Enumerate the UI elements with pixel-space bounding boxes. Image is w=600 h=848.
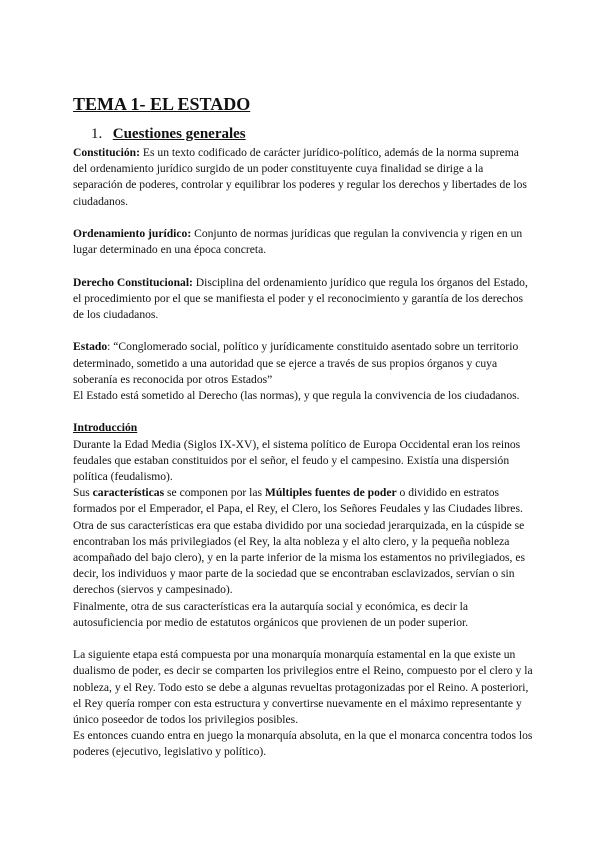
bold-run: Múltiples fuentes de poder (264, 486, 397, 500)
intro-paragraph-3: Finalmente, otra de sus características era la autarquía social y económica, es decir la autosuficiencia por medio de estatutos orgánicos que provienen de un poder superior. (73, 599, 469, 629)
bold-run: características (92, 486, 165, 500)
definition-term: Constitución: (73, 146, 140, 159)
definition-term: Estado (73, 340, 108, 354)
intro-heading (73, 420, 533, 436)
intro-paragraph-2 (73, 485, 533, 598)
definition-derecho-constitucional (73, 275, 533, 324)
definition-estado (73, 339, 533, 388)
text-run: o dividido en estratos formados por el Emperador, el Papa, el Rey, el Clero, los Señores Feudales y las Ciudades libres. Otra de sus características era que estaba dividido por una sociedad jerarquizada, en la cúspide se encontraban los más privilegiados (el Rey, la alta nobleza y el alto clero, y la pequeña nobleza acompañado del bajo clero), y en la parte inferior de la misma los estamentos no privilegiados, es decir, los individuos y maor parte de la sociedad que se encontraban esclavizados, servían o sin derechos (siervos y campesinado). (73, 486, 526, 597)
intro-heading-text: Introducción (73, 421, 138, 435)
text-run: se componen por las (164, 486, 265, 500)
definition-constitucion (73, 145, 533, 210)
definition-text: Conjunto de normas jurídicas que regulan la convivencia y rigen en un lugar determinado en una época concreta. (73, 227, 523, 257)
document-page (73, 94, 533, 761)
text-run: Sus (73, 486, 93, 500)
estado-note: El Estado está sometido al Derecho (las normas), y que regula la convivencia de los ciudadanos. (73, 389, 520, 402)
definition-ordenamiento (73, 226, 533, 258)
section-number: 1. (91, 126, 103, 142)
section-label: Cuestiones generales (112, 126, 246, 142)
intro-paragraph-4: La siguiente etapa está compuesta por una monarquía monarquía estamental en la que existe un dualismo de poder, es decir se comparten los privilegios entre el Reino, compuesto por el clero y la nobleza, y el Rey. Todo esto se debe a algunas revueltas protagonizadas por el Reino. A posteriori, el Rey quería romper con esta estructura y convertirse nuevamente en el máximo representante y único poseedor de todos los privilegios posibles. (73, 648, 533, 727)
definition-term: Derecho Constitucional: (73, 275, 193, 289)
definition-text: : “Conglomerado social, político y jurídicamente constituido asentado sobre un territorio determinado, sometido a una autoridad que se ejerce a través de sus propios órganos y cuya soberanía es reconocida por otros Estados” (73, 340, 519, 386)
definition-term: Ordenamiento jurídico: (73, 227, 192, 240)
definition-text: Disciplina del ordenamiento jurídico que regula los órganos del Estado, el procedimiento por el que se manifiesta el poder y el reconocimiento y garantía de los derechos de los ciudadanos. (73, 275, 528, 321)
definition-text: Es un texto codificado de carácter jurídico-político, además de la norma suprema del ordenamiento jurídico surgido de un poder constituyente cuya finalidad se dirige a la separación de poderes, controlar y equilibrar los poderes y regular los derechos y libertades de los ciudadanos. (73, 146, 527, 208)
intro-paragraph-1: Durante la Edad Media (Siglos IX-XV), el sistema político de Europa Occidental eran los reinos feudales que estaban constituidos por el señor, el feudo y el campesino. Existía una dispersión política (feudalismo). (73, 437, 521, 483)
page-title: TEMA 1- EL ESTADO (73, 94, 251, 114)
section-heading (91, 125, 533, 143)
intro-paragraph-5: Es entonces cuando entra en juego la monarquía absoluta, en la que el monarca concentra todos los poderes (ejecutivo, legislativo y político). (73, 729, 533, 759)
